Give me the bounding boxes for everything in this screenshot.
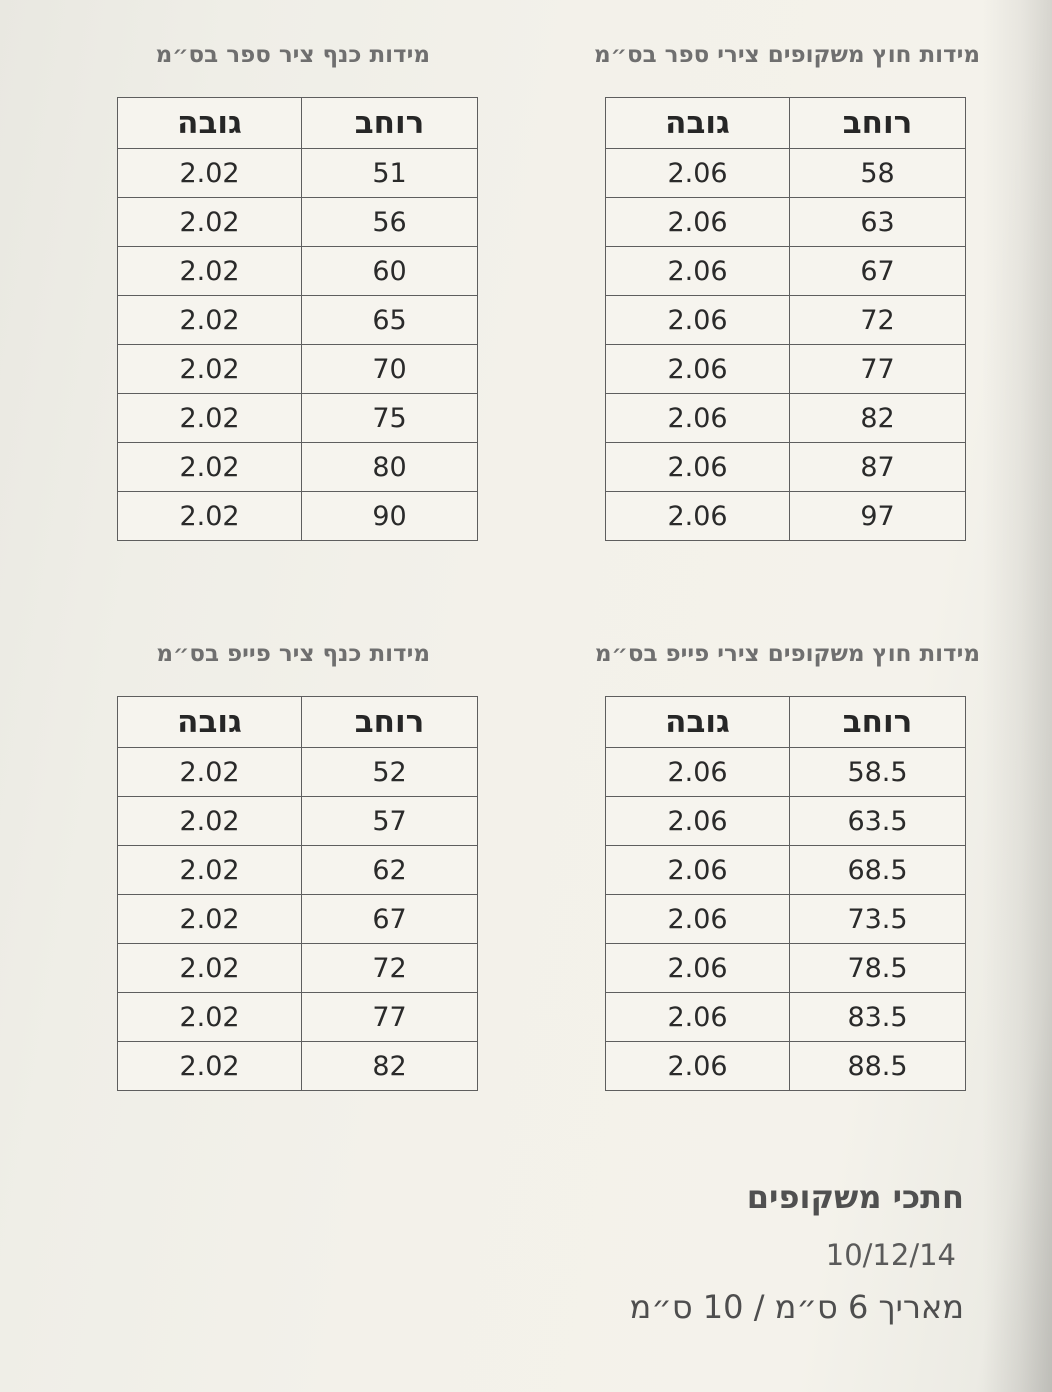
width-cell: 68.5 xyxy=(790,846,966,895)
table-row xyxy=(118,944,478,993)
height-cell: 2.02 xyxy=(118,797,302,846)
width-cell: 63 xyxy=(790,198,966,247)
width-header: רוחב xyxy=(302,98,478,149)
info-heading: חתכי משקופים xyxy=(746,1178,964,1216)
table-header-row xyxy=(606,697,966,748)
frame-book-hinge-block xyxy=(594,42,980,552)
leaf-pipe-hinge-block xyxy=(116,641,478,1101)
height-cell: 2.06 xyxy=(606,149,790,198)
width-cell: 58 xyxy=(790,149,966,198)
table-row xyxy=(118,296,478,345)
width-cell: 58.5 xyxy=(790,748,966,797)
table-row xyxy=(118,443,478,492)
width-cell: 52 xyxy=(302,748,478,797)
table-row xyxy=(606,895,966,944)
leaf-pipe-hinge-title: מידות כנף ציר פייפ בס״מ xyxy=(156,641,430,667)
width-cell: 51 xyxy=(302,149,478,198)
table-header-row xyxy=(118,697,478,748)
height-cell: 2.02 xyxy=(118,247,302,296)
table-row xyxy=(118,846,478,895)
frame-book-hinge-title: מידות חוץ משקופים צירי ספר בס״מ xyxy=(594,42,980,68)
width-cell: 57 xyxy=(302,797,478,846)
page-edge-shadow xyxy=(982,0,1052,1392)
width-cell: 83.5 xyxy=(790,993,966,1042)
height-cell: 2.02 xyxy=(118,895,302,944)
table-header-row xyxy=(606,98,966,149)
width-cell: 78.5 xyxy=(790,944,966,993)
frame-book-hinge-table xyxy=(605,97,966,541)
table-row xyxy=(606,748,966,797)
table-row xyxy=(606,443,966,492)
width-cell: 77 xyxy=(302,993,478,1042)
width-cell: 62 xyxy=(302,846,478,895)
table-header-row xyxy=(118,98,478,149)
table-row xyxy=(606,394,966,443)
leaf-book-hinge-table xyxy=(117,97,478,541)
table-row xyxy=(118,198,478,247)
table-row xyxy=(118,247,478,296)
table-row xyxy=(118,492,478,541)
width-cell: 97 xyxy=(790,492,966,541)
width-cell: 67 xyxy=(302,895,478,944)
width-header: רוחב xyxy=(790,697,966,748)
leaf-book-hinge-title: מידות כנף ציר ספר בס״מ xyxy=(155,42,430,68)
height-cell: 2.06 xyxy=(606,296,790,345)
leaf-book-hinge-block xyxy=(116,42,478,552)
width-cell: 63.5 xyxy=(790,797,966,846)
height-cell: 2.06 xyxy=(606,993,790,1042)
height-cell: 2.06 xyxy=(606,1042,790,1091)
height-header: גובה xyxy=(606,697,790,748)
height-cell: 2.02 xyxy=(118,296,302,345)
width-cell: 60 xyxy=(302,247,478,296)
width-cell: 56 xyxy=(302,198,478,247)
width-cell: 72 xyxy=(790,296,966,345)
table-row xyxy=(606,846,966,895)
height-cell: 2.06 xyxy=(606,797,790,846)
table-row xyxy=(118,748,478,797)
height-cell: 2.02 xyxy=(118,443,302,492)
height-cell: 2.06 xyxy=(606,944,790,993)
info-extension: מאריך 6 ס״מ / 10 ס״מ xyxy=(629,1288,964,1326)
info-date: 10/12/14 xyxy=(825,1238,956,1272)
table-row xyxy=(606,797,966,846)
height-cell: 2.02 xyxy=(118,198,302,247)
table-row xyxy=(606,944,966,993)
width-header: רוחב xyxy=(302,697,478,748)
height-cell: 2.02 xyxy=(118,149,302,198)
width-cell: 82 xyxy=(302,1042,478,1091)
height-cell: 2.02 xyxy=(118,944,302,993)
table-row xyxy=(118,797,478,846)
height-cell: 2.06 xyxy=(606,443,790,492)
table-row xyxy=(606,149,966,198)
table-row xyxy=(606,345,966,394)
height-cell: 2.02 xyxy=(118,846,302,895)
width-cell: 73.5 xyxy=(790,895,966,944)
height-header: גובה xyxy=(118,697,302,748)
width-cell: 90 xyxy=(302,492,478,541)
frame-pipe-hinge-table xyxy=(605,696,966,1091)
height-cell: 2.06 xyxy=(606,198,790,247)
height-cell: 2.06 xyxy=(606,345,790,394)
height-cell: 2.06 xyxy=(606,394,790,443)
table-row xyxy=(118,345,478,394)
height-cell: 2.06 xyxy=(606,895,790,944)
height-cell: 2.02 xyxy=(118,394,302,443)
table-row xyxy=(118,1042,478,1091)
height-cell: 2.02 xyxy=(118,748,302,797)
table-row xyxy=(606,296,966,345)
width-cell: 88.5 xyxy=(790,1042,966,1091)
height-header: גובה xyxy=(118,98,302,149)
height-cell: 2.02 xyxy=(118,492,302,541)
height-cell: 2.02 xyxy=(118,993,302,1042)
height-cell: 2.06 xyxy=(606,492,790,541)
table-row xyxy=(606,198,966,247)
height-cell: 2.06 xyxy=(606,247,790,296)
frame-pipe-hinge-title: מידות חוץ משקופים צירי פייפ בס״מ xyxy=(594,641,980,667)
width-cell: 72 xyxy=(302,944,478,993)
width-cell: 80 xyxy=(302,443,478,492)
height-cell: 2.06 xyxy=(606,748,790,797)
height-cell: 2.02 xyxy=(118,1042,302,1091)
leaf-pipe-hinge-table xyxy=(117,696,478,1091)
table-row xyxy=(606,492,966,541)
table-row xyxy=(606,993,966,1042)
table-row xyxy=(606,1042,966,1091)
frame-pipe-hinge-block xyxy=(594,641,980,1101)
height-header: גובה xyxy=(606,98,790,149)
width-cell: 67 xyxy=(790,247,966,296)
width-cell: 77 xyxy=(790,345,966,394)
height-cell: 2.06 xyxy=(606,846,790,895)
width-header: רוחב xyxy=(790,98,966,149)
table-row xyxy=(118,895,478,944)
width-cell: 87 xyxy=(790,443,966,492)
table-row xyxy=(118,993,478,1042)
table-row xyxy=(118,149,478,198)
table-row xyxy=(606,247,966,296)
height-cell: 2.02 xyxy=(118,345,302,394)
width-cell: 75 xyxy=(302,394,478,443)
width-cell: 70 xyxy=(302,345,478,394)
table-row xyxy=(118,394,478,443)
width-cell: 82 xyxy=(790,394,966,443)
width-cell: 65 xyxy=(302,296,478,345)
